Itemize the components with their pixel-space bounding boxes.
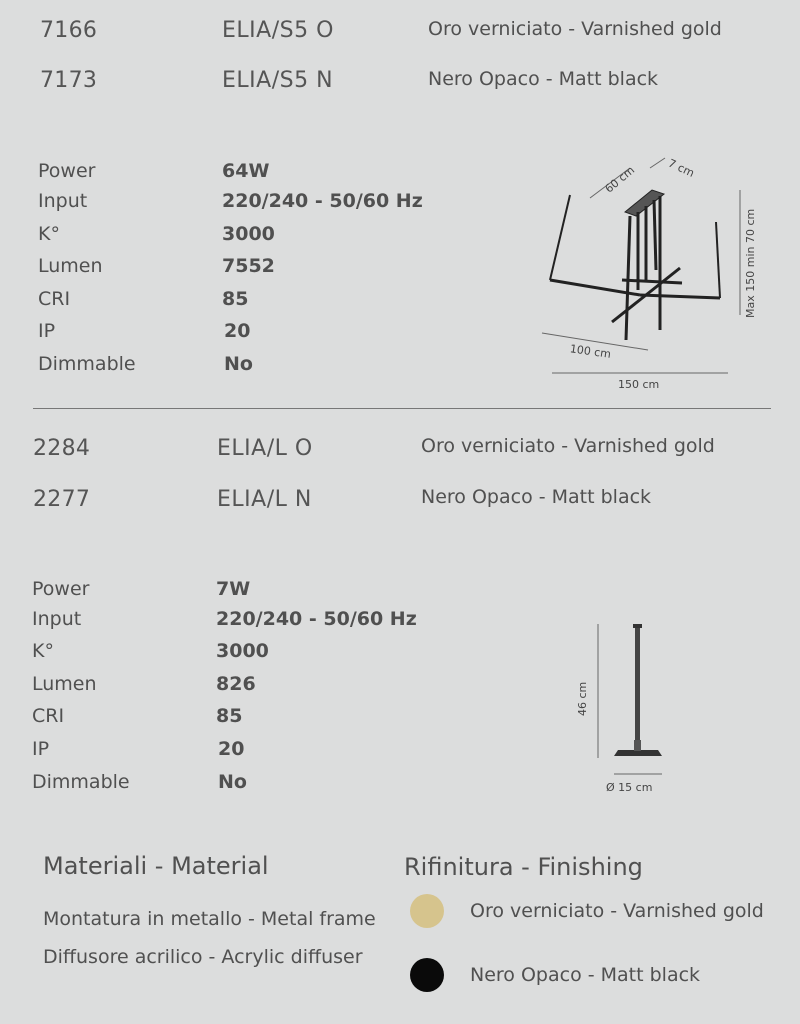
spec-value: 20 [218,738,245,760]
variant-code: 2284 [33,436,91,461]
spec-value: 220/240 - 50/60 Hz [222,190,423,212]
gold-swatch [410,894,444,928]
materials-title: Materiali - Material [43,852,269,880]
dim-height: Max 150 min 70 cm [744,208,757,318]
spec-label: K° [38,223,60,245]
finishing-title: Rifinitura - Finishing [404,853,643,881]
variant-code: 2277 [33,487,91,512]
spec-label: CRI [32,705,65,727]
dim-bar: 100 cm [569,342,612,361]
variant-finish: Nero Opaco - Matt black [421,486,652,508]
spec-value: 3000 [222,223,275,245]
material-item: Diffusore acrilico - Acrylic diffuser [43,946,363,968]
spec-label: Dimmable [32,771,130,793]
dim-line-top [650,158,665,168]
spec-value: 85 [216,705,243,727]
dim-height: 46 cm [576,681,589,716]
spec-value: 64W [222,160,270,182]
spec-value: 85 [222,288,249,310]
spec-label: Dimmable [38,353,136,375]
variant-model: ELIA/S5 N [222,68,334,93]
variant-model: ELIA/S5 O [222,18,334,43]
finish-item: Nero Opaco - Matt black [470,964,701,986]
variant-finish: Oro verniciato - Varnished gold [428,18,722,40]
dim-total: 150 cm [618,378,660,391]
spec-value: 220/240 - 50/60 Hz [216,608,417,630]
chandelier-diagram [530,150,770,400]
section-divider [33,408,771,409]
dim-top: 7 cm [666,156,697,180]
spec-value: No [218,771,247,793]
spec-label: Input [32,608,82,630]
table-lamp-diagram [570,618,680,803]
spec-label: Input [38,190,88,212]
spec-value: 826 [216,673,256,695]
spec-value: 3000 [216,640,269,662]
spec-label: Power [32,578,90,600]
lamp-stem [635,626,640,744]
finish-item: Oro verniciato - Varnished gold [470,900,764,922]
lamp-joint [634,740,641,751]
spec-label: K° [32,640,54,662]
lamp-top [633,624,642,628]
spec-label: Lumen [38,255,103,277]
dim-depth: 60 cm [602,163,638,196]
cable [654,200,656,270]
suspension-rod [550,195,570,280]
cable [626,216,630,340]
spec-value: No [224,353,253,375]
spec-label: Lumen [32,673,97,695]
spec-value: 7W [216,578,251,600]
variant-finish: Oro verniciato - Varnished gold [421,435,715,457]
black-swatch [410,958,444,992]
variant-model: ELIA/L N [217,487,312,512]
dim-base: Ø 15 cm [606,781,653,794]
light-bar [640,295,720,298]
variant-code: 7166 [40,18,98,43]
spec-label: IP [32,738,50,760]
spec-label: IP [38,320,56,342]
spec-value: 7552 [222,255,275,277]
material-item: Montatura in metallo - Metal frame [43,908,376,930]
suspension-rod [716,222,720,298]
spec-label: Power [38,160,96,182]
spec-value: 20 [224,320,251,342]
variant-finish: Nero Opaco - Matt black [428,68,659,90]
variant-model: ELIA/L O [217,436,313,461]
light-bar [622,280,682,283]
spec-label: CRI [38,288,71,310]
variant-code: 7173 [40,68,98,93]
